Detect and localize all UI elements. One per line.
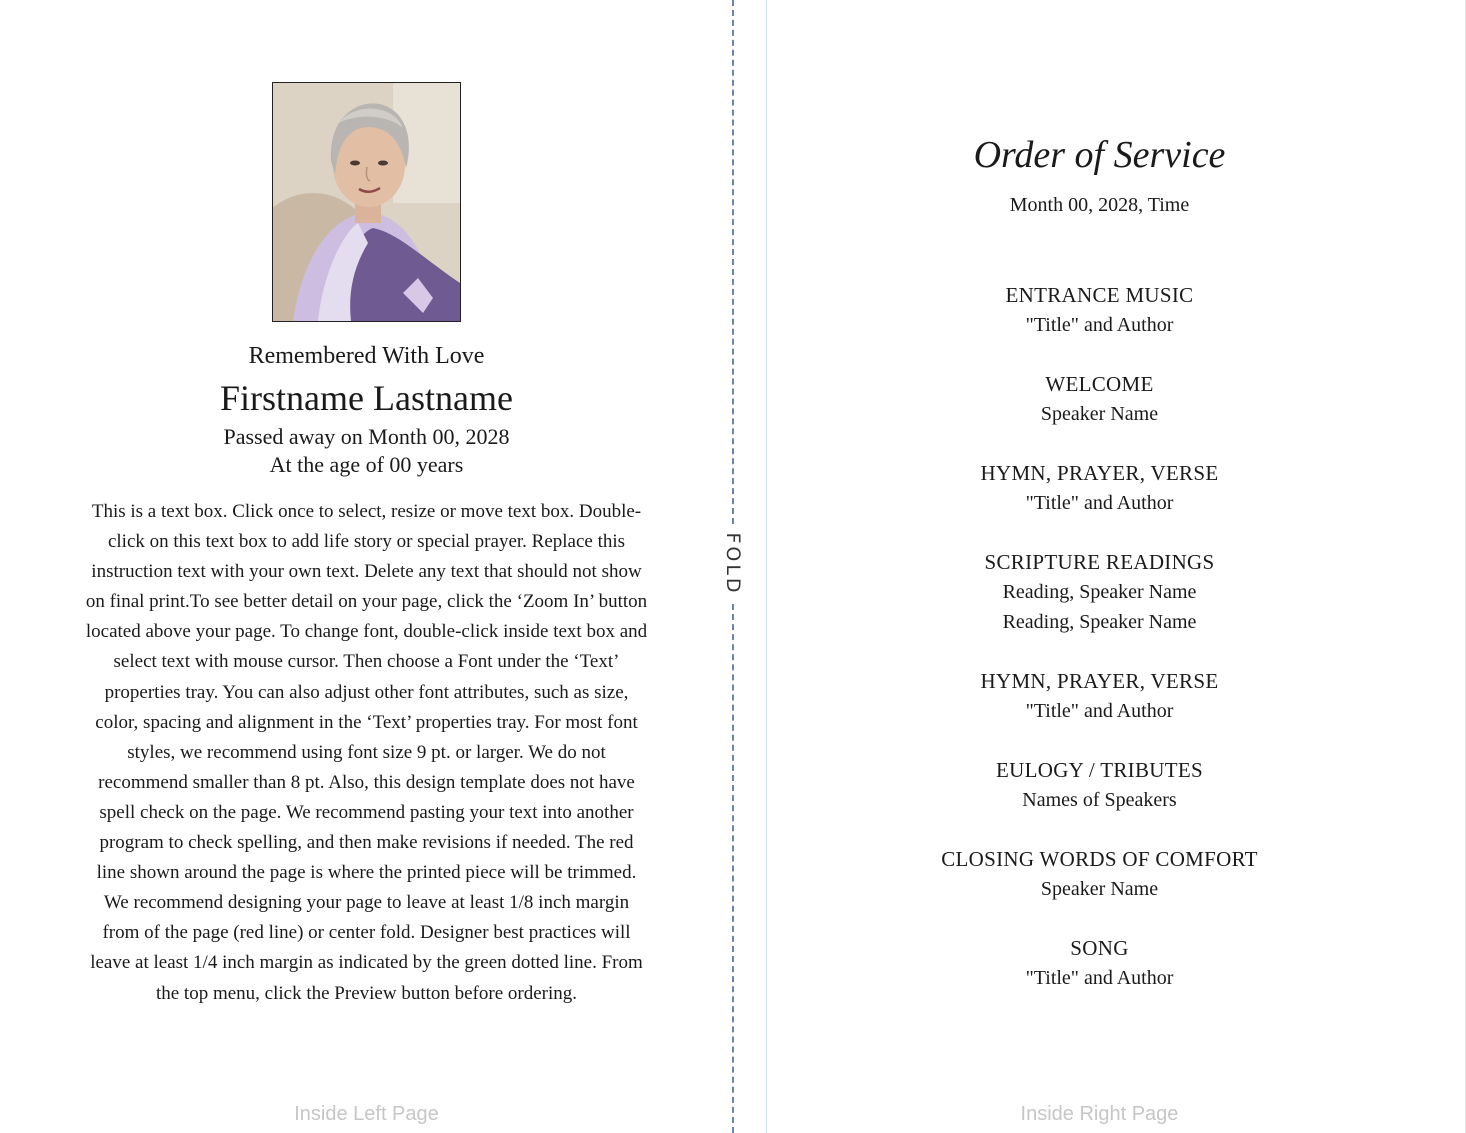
program-item[interactable] (733, 369, 1466, 429)
order-of-service-title[interactable]: Order of Service (973, 134, 1226, 176)
program-item[interactable] (733, 458, 1466, 518)
program-item-heading: SONG (1070, 936, 1129, 960)
program-item-detail: "Title" and Author (1025, 314, 1174, 336)
program-item-detail: "Title" and Author (1025, 967, 1174, 989)
program-item-detail: Reading, Speaker Name (1002, 611, 1197, 633)
program-item[interactable] (733, 755, 1466, 815)
inside-right-page-label: Inside Right Page (1020, 1103, 1179, 1125)
passed-away-date[interactable]: Passed away on Month 00, 2028 (223, 424, 510, 449)
program-item-detail: Speaker Name (1040, 878, 1159, 900)
service-date-time[interactable]: Month 00, 2028, Time (1009, 194, 1190, 216)
program-item[interactable] (733, 844, 1466, 904)
age-at-passing[interactable]: At the age of 00 years (269, 452, 464, 477)
inside-left-page-label: Inside Left Page (294, 1103, 439, 1125)
program-item-heading: CLOSING WORDS OF COMFORT (941, 847, 1258, 871)
service-program-list (733, 280, 1466, 1022)
deceased-name[interactable]: Firstname Lastname (220, 378, 513, 418)
program-item-heading: WELCOME (1045, 372, 1154, 396)
program-item[interactable] (733, 666, 1466, 726)
life-story-text-box[interactable]: This is a text box. Click once to select, resize or move text box. Double-click on this text box to add life story or special prayer. Replace this instruction text with your own text. Delete any text that should not show on final print.To see better detail on your page, click the ‘Zoom In’ button located above your page. To change font, double-click inside text box and select text with mouse cursor. Then choose a Font under the ‘Text’ properties tray. You can also adjust other font attributes, such as size, color, spacing and alignment in the ‘Text’ properties tray. For most font styles, we recommend using font size 9 pt. or larger. We do not recommend smaller than 8 pt. Also, this design template does not have spell check on the page. We recommend pasting your text into another program to check spelling, and then make revisions if needed. The red line shown around the page is where the printed piece will be trimmed. We recommend designing your page to leave at least 1/8 inch margin from of the page (red line) or center fold. Designer best practices will leave at least 1/4 inch margin as indicated by the green dotted line. From the top menu, click the Preview button before ordering. (85, 501, 648, 1004)
program-item-heading: HYMN, PRAYER, VERSE (980, 669, 1219, 693)
program-item-detail: "Title" and Author (1025, 700, 1174, 722)
program-item-heading: SCRIPTURE READINGS (984, 550, 1215, 574)
program-item[interactable] (733, 547, 1466, 637)
portrait-image (273, 83, 460, 321)
program-item[interactable] (733, 933, 1466, 993)
program-item-detail: "Title" and Author (1025, 492, 1174, 514)
program-item-detail: Reading, Speaker Name (1002, 581, 1197, 603)
program-item-detail: Names of Speakers (1022, 789, 1177, 811)
fold-label: FOLD (722, 532, 744, 596)
program-item-heading: EULOGY / TRIBUTES (996, 758, 1203, 782)
remembered-heading[interactable]: Remembered With Love (248, 343, 485, 369)
memorial-photo[interactable] (272, 82, 461, 322)
program-item-heading: HYMN, PRAYER, VERSE (980, 461, 1219, 485)
program-item-detail: Speaker Name (1040, 403, 1159, 425)
program-item[interactable] (733, 280, 1466, 340)
program-item-heading: ENTRANCE MUSIC (1005, 283, 1194, 307)
